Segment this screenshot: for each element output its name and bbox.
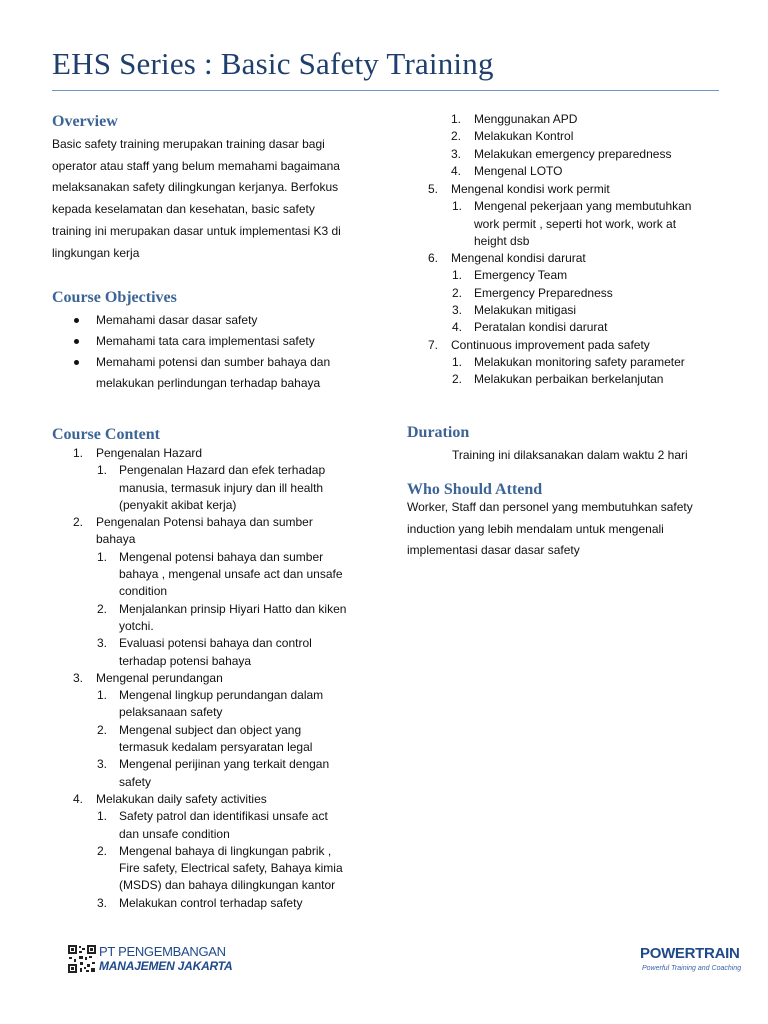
powertrain-tagline: Powerful Training and Coaching <box>642 965 742 972</box>
content-item-text: bahaya <box>96 532 136 547</box>
sub-item-text: Safety patrol dan identifikasi unsafe act <box>119 809 328 824</box>
sub-item-text: termasuk kedalam persyaratan legal <box>119 740 313 755</box>
sub-list <box>451 267 737 336</box>
sub-item-number: 2. <box>97 601 108 616</box>
content-item-number: 3. <box>73 670 84 685</box>
page-title: EHS Series : Basic Safety Training <box>52 46 494 81</box>
overview-line: training ini merupakan dasar untuk implementasi K3 di <box>52 223 341 238</box>
content-item-number: 7. <box>428 337 439 352</box>
overview-line: melaksanakan safety dilingkungan kerjanya. Berfokus <box>52 180 339 195</box>
sub-item <box>96 635 382 670</box>
sub-item-text: Mengenal subject dan object yang <box>119 722 302 737</box>
sub-item-text: Melakukan monitoring safety parameter <box>474 354 685 369</box>
attend-line: implementasi dasar dasar safety <box>407 543 580 558</box>
sub-item-text: Emergency Team <box>474 268 568 283</box>
sub-item-text: Melakukan mitigasi <box>474 303 577 318</box>
sub-item-text: yotchi. <box>119 618 154 633</box>
sub-item-text: pelaksanaan safety <box>119 705 223 720</box>
content-item-text: Continuous improvement pada safety <box>451 337 650 352</box>
content-item <box>52 791 382 912</box>
sub-item <box>96 549 382 601</box>
content-item-number: 5. <box>428 182 439 196</box>
sub-item <box>451 267 737 284</box>
content-item <box>407 250 737 336</box>
content-item-number: 4. <box>73 791 84 806</box>
sub-item <box>430 146 730 163</box>
sub-item-number: 4. <box>451 163 462 178</box>
sub-item-text: Mengenal bahaya di lingkungan pabrik , <box>119 843 332 858</box>
sub-item <box>451 302 737 319</box>
qr-code-icon <box>68 945 96 973</box>
content-item-number: 1. <box>73 446 84 460</box>
sub-item-number: 1. <box>451 112 462 126</box>
bullet-icon <box>74 339 79 344</box>
overview-line: operator atau staff yang belum memahami bagaimana <box>52 158 340 173</box>
content-item-number: 2. <box>73 515 84 530</box>
sub-item-text: Melakukan Kontrol <box>474 129 574 144</box>
attend-heading: Who Should Attend <box>407 481 543 498</box>
sub-item-number: 1. <box>452 268 463 283</box>
sub-item <box>96 601 382 636</box>
sub-list <box>96 549 382 670</box>
objective-text: Memahami tata cara implementasi safety <box>96 334 315 348</box>
sub-item-text: condition <box>119 584 168 599</box>
objective-item <box>52 331 372 352</box>
sub-list <box>96 808 382 912</box>
title-divider <box>52 90 719 91</box>
content-continued-list <box>407 181 737 389</box>
attend-line: Worker, Staff dan personel yang membutuhkan safety <box>407 500 693 514</box>
sub-item-text: work permit , seperti hot work, work at <box>474 216 677 231</box>
content-item <box>407 181 737 250</box>
sub-item-text: bahaya , mengenal unsafe act dan unsafe <box>119 567 343 582</box>
sub-item-text: Mengenal perijinan yang terkait dengan <box>119 757 330 772</box>
sub-item-number: 3. <box>97 895 108 910</box>
sub-item-text: dan unsafe condition <box>119 826 230 841</box>
sub-item-number: 1. <box>452 199 463 214</box>
overview-line: Basic safety training merupakan training dasar bagi <box>52 137 325 151</box>
objective-text: melakukan perlindungan terhadap bahaya <box>96 376 321 390</box>
sub-item-number: 2. <box>452 285 463 300</box>
overview-heading: Overview <box>52 113 118 130</box>
sub-item-text: Pengenalan Hazard dan efek terhadap <box>119 463 326 478</box>
sub-item-number: 1. <box>97 809 108 824</box>
objective-item <box>52 352 372 394</box>
sub-item-text: height dsb <box>474 233 530 248</box>
sub-item <box>96 722 382 757</box>
content-continued-sublist <box>430 111 730 180</box>
duration-text: Training ini dilaksanakan dalam waktu 2 hari <box>452 448 688 462</box>
attend-line: induction yang lebih mendalam untuk mengenali <box>407 521 664 536</box>
sub-item <box>451 198 737 250</box>
company-name-line2: MANAJEMEN JAKARTA <box>99 959 233 973</box>
sub-list <box>451 198 737 250</box>
sub-item-text: Melakukan control terhadap safety <box>119 895 303 910</box>
sub-item-text: Fire safety, Electrical safety, Bahaya kimia <box>119 861 343 876</box>
sub-item-text: safety <box>119 774 152 789</box>
sub-item-text: terhadap potensi bahaya <box>119 653 252 668</box>
duration-heading: Duration <box>407 424 470 441</box>
bullet-icon <box>74 318 79 323</box>
sub-item <box>96 843 382 895</box>
sub-item-number: 2. <box>97 843 108 858</box>
sub-list <box>96 687 382 791</box>
objectives-list <box>52 310 372 394</box>
sub-item-text: manusia, termasuk injury dan ill health <box>119 480 324 495</box>
sub-item <box>96 895 382 912</box>
sub-item-number: 1. <box>97 688 108 703</box>
sub-item-text: Melakukan perbaikan berkelanjutan <box>474 372 664 387</box>
sub-item <box>451 371 737 388</box>
content-heading: Course Content <box>52 426 160 443</box>
sub-list <box>451 354 737 389</box>
sub-item <box>96 687 382 722</box>
sub-item-text: Melakukan emergency preparedness <box>474 146 672 161</box>
sub-item-number: 3. <box>97 636 108 651</box>
sub-list <box>96 462 382 514</box>
sub-item-text: Mengenal LOTO <box>474 163 563 178</box>
content-item-text: Mengenal kondisi work permit <box>451 182 610 196</box>
content-item-text: Mengenal perundangan <box>96 670 223 685</box>
content-item-text: Pengenalan Hazard <box>96 446 203 460</box>
overview-text <box>52 134 372 264</box>
sub-item <box>430 111 730 128</box>
content-list <box>52 445 382 912</box>
sub-item <box>96 756 382 791</box>
sub-item-text: Mengenal potensi bahaya dan sumber <box>119 549 324 564</box>
sub-item-text: Mengenal pekerjaan yang membutuhkan <box>474 199 692 214</box>
sub-item-number: 4. <box>452 320 463 335</box>
content-item-text: Melakukan daily safety activities <box>96 791 267 806</box>
sub-item-text: Menggunakan APD <box>474 112 578 126</box>
objective-text: Memahami dasar dasar safety <box>96 313 258 327</box>
sub-item-number: 3. <box>451 146 462 161</box>
content-item <box>407 337 737 389</box>
sub-item-number: 2. <box>452 372 463 387</box>
sub-item-number: 3. <box>97 757 108 772</box>
sub-item-number: 2. <box>97 722 108 737</box>
objective-text: Memahami potensi dan sumber bahaya dan <box>96 355 331 369</box>
sub-item-text: (penyakit akibat kerja) <box>119 497 237 512</box>
sub-item-number: 1. <box>452 354 463 369</box>
company-name-line1: PT PENGEMBANGAN <box>99 944 226 959</box>
content-item-text: Mengenal kondisi darurat <box>451 251 586 266</box>
sub-item-number: 1. <box>97 463 108 478</box>
sub-item-text: Evaluasi potensi bahaya dan control <box>119 636 312 651</box>
attend-text <box>407 497 737 562</box>
bullet-icon <box>74 360 79 365</box>
sub-item-text: Mengenal lingkup perundangan dalam <box>119 688 324 703</box>
sub-item-number: 3. <box>452 303 463 318</box>
content-item <box>52 670 382 791</box>
powertrain-logo: POWERTRAIN <box>640 945 740 962</box>
sub-item <box>430 163 730 180</box>
sub-item-text: Menjalankan prinsip Hiyari Hatto dan kiken <box>119 601 347 616</box>
sub-item-text: (MSDS) dan bahaya dilingkungan kantor <box>119 878 336 893</box>
overview-line: kepada keselamatan dan kesehatan, basic safety <box>52 202 315 217</box>
content-item-text: Pengenalan Potensi bahaya dan sumber <box>96 515 313 530</box>
sub-item <box>96 462 382 514</box>
content-item-number: 6. <box>428 251 439 266</box>
sub-item <box>430 128 730 145</box>
overview-line: lingkungan kerja <box>52 245 140 260</box>
content-item <box>52 514 382 670</box>
sub-item <box>451 354 737 371</box>
objective-item <box>52 310 372 331</box>
content-item <box>52 445 382 514</box>
sub-item-number: 1. <box>97 549 108 564</box>
sub-item <box>451 319 737 336</box>
sub-item-text: Emergency Preparedness <box>474 285 613 300</box>
sub-item <box>451 285 737 302</box>
sub-item <box>96 808 382 843</box>
sub-item-number: 2. <box>451 129 462 144</box>
sub-item-text: Peratalan kondisi darurat <box>474 320 608 335</box>
objectives-heading: Course Objectives <box>52 289 177 306</box>
